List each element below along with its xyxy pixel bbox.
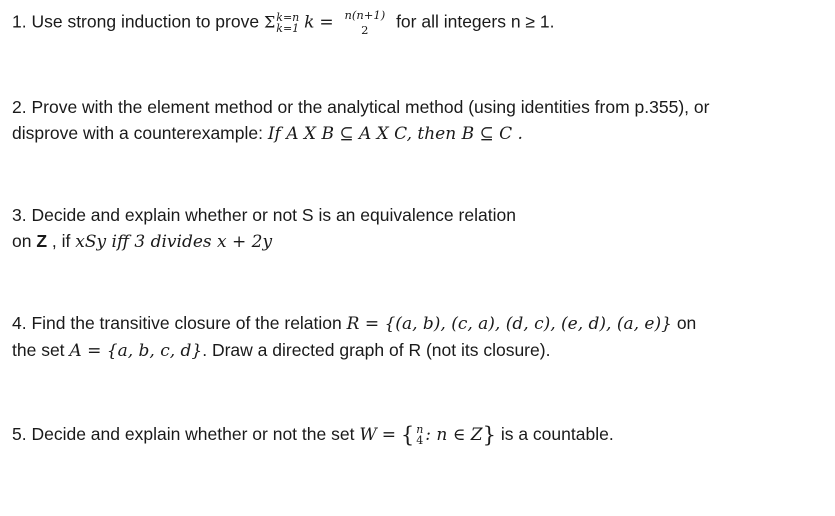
fraction-n-over-4	[416, 424, 423, 446]
problem-3	[12, 202, 516, 255]
problem-4	[12, 310, 696, 364]
summation-lower: k=1	[276, 22, 300, 35]
relation-R: R = {(a, b), (c, a), (d, c), (e, d), (a, e)}	[346, 314, 672, 334]
fraction-denominator: 4	[416, 434, 424, 448]
problem-2-line-2-text: disprove with a counterexample:	[12, 123, 263, 143]
problem-4-line-1	[12, 310, 696, 337]
problem-2	[12, 94, 709, 147]
summation-symbol: Σ	[263, 12, 276, 32]
problem-3-if: , if	[47, 231, 71, 251]
problem-1-text: 1. Use strong induction to prove	[12, 11, 260, 32]
problem-4-line-2-tail: . Draw a directed graph of R (not its closure).	[202, 340, 551, 360]
problem-2-line-1: 2. Prove with the element method or the analytical method (using identities from p.355), or	[12, 97, 710, 117]
problem-2-line-2	[12, 120, 709, 147]
problem-5-tail: is a countable.	[500, 424, 614, 444]
set-A: A = {a, b, c, d}	[69, 341, 203, 361]
summation-upper: k=n	[276, 11, 300, 24]
brace-close: }	[482, 423, 496, 447]
brace-open: {	[400, 423, 415, 447]
problem-5	[12, 421, 614, 448]
summation-term: k	[304, 12, 315, 33]
problem-4-line-1-text: 4. Find the transitive closure of the relation	[12, 313, 342, 333]
fraction	[344, 8, 385, 38]
problem-1	[12, 8, 555, 38]
problem-4-line-2	[12, 337, 696, 364]
problem-4-line-1-tail: on	[676, 313, 697, 333]
problem-3-on: on	[12, 231, 32, 251]
summation-bounds	[276, 12, 299, 34]
problem-3-line-2	[12, 228, 516, 255]
equals-sign: =	[319, 12, 334, 33]
problem-3-relation: xSy iff 3 divides x + 2y	[75, 232, 273, 252]
problem-4-line-2-text: the set	[12, 340, 65, 360]
fraction-numerator: n	[416, 423, 424, 437]
integers-set-symbol: Z	[36, 231, 48, 251]
problem-1-tail: for all integers n ≥ 1.	[396, 11, 555, 32]
equals-sign: =	[381, 425, 396, 445]
set-condition: : n ∈ Z	[425, 425, 483, 445]
fraction-denominator: 2	[361, 23, 369, 37]
fraction-numerator: n(n+1)	[344, 8, 386, 22]
problem-5-text: 5. Decide and explain whether or not the set	[12, 424, 355, 444]
problem-2-statement: If A X B ⊆ A X C, then B ⊆ C .	[267, 124, 523, 144]
set-W-name: W	[359, 425, 377, 445]
problem-3-line-1: 3. Decide and explain whether or not S is an equivalence relation	[12, 205, 516, 225]
